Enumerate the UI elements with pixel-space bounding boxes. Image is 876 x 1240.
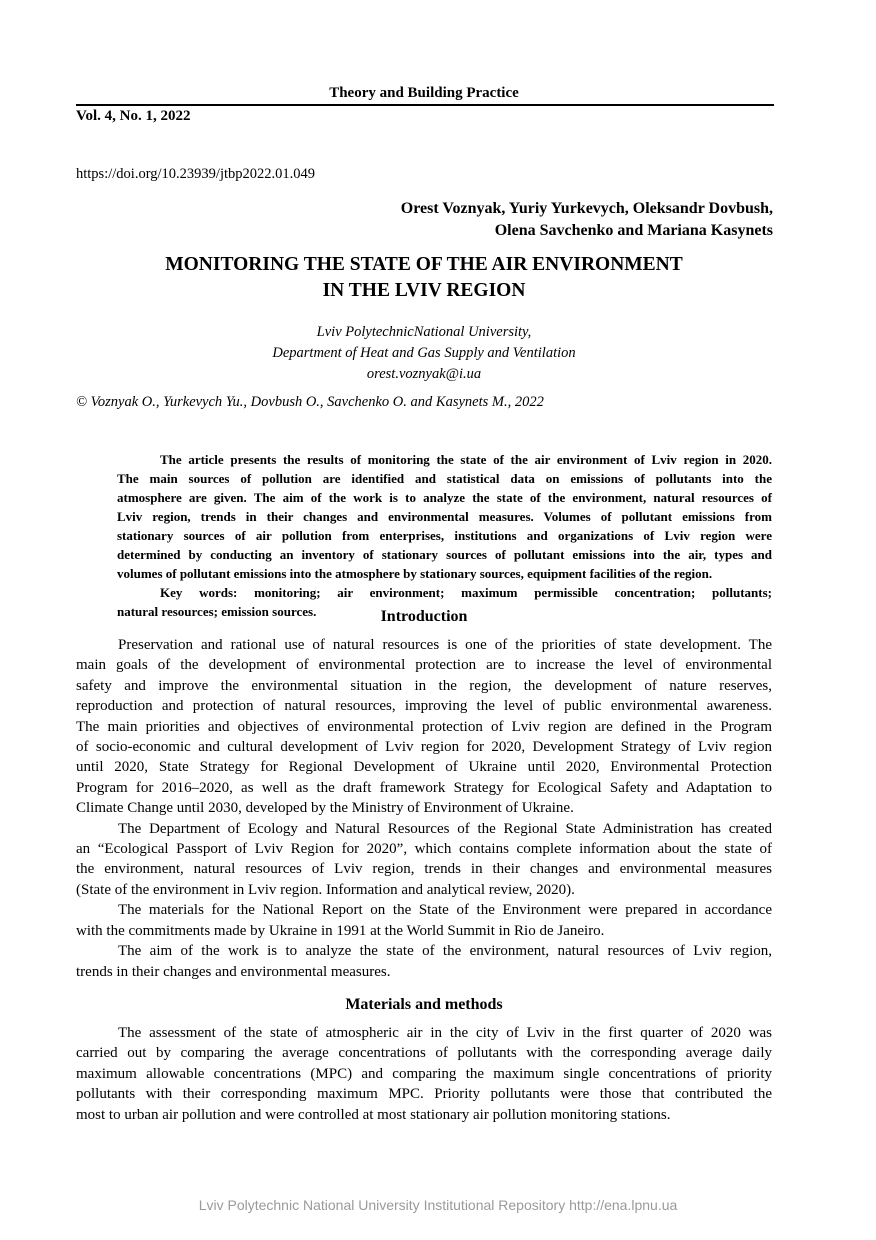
authors-line: Olena Savchenko and Mariana Kasynets <box>494 222 773 239</box>
authors-line: Orest Voznyak, Yuriy Yurkevych, Oleksandr Dovbush, <box>400 200 773 217</box>
authors <box>401 198 773 242</box>
text-line: The assessment of the state of atmospheric air in the city of Lviv in the first quarter of 2020 was <box>118 1025 772 1041</box>
title-line: IN THE LVIV REGION <box>322 280 526 301</box>
text-line: Lviv region, trends in their changes and environmental measures. Volumes of pollutant emissions from <box>117 509 772 524</box>
paragraph <box>76 635 772 819</box>
text-line: volumes of pollutant emissions into the atmosphere by stationary sources, equipment facilities of the region. <box>117 566 713 581</box>
repository-footer: Lviv Polytechnic National University Institutional Repository http://ena.lpnu.ua <box>198 1197 678 1213</box>
text-line: natural resources; emission sources. <box>117 604 317 619</box>
methods-body <box>76 1023 772 1125</box>
methods-heading: Materials and methods <box>345 996 503 1013</box>
paragraph <box>76 900 772 941</box>
text-line: safety and improve the environmental situation in the region, the development of nature reserves, <box>76 677 772 694</box>
text-line: pollutants with their corresponding maximum MPC. Priority pollutants were those that contributed the <box>76 1086 772 1103</box>
text-line: carried out by comparing the average concentrations of pollutants with the corresponding average daily <box>76 1045 772 1062</box>
paragraph <box>76 819 772 901</box>
title-line: MONITORING THE STATE OF THE AIR ENVIRONMENT <box>165 254 683 275</box>
text-line: Climate Change until 2030, developed by the Ministry of Environment of Ukraine. <box>76 800 574 817</box>
volume-info: Vol. 4, No. 1, 2022 <box>76 108 191 124</box>
introduction-heading: Introduction <box>380 608 468 625</box>
affiliation <box>76 322 772 385</box>
text-line: The article presents the results of monitoring the state of the air environment of Lviv region in 2020. <box>160 452 772 467</box>
text-line: The materials for the National Report on the State of the Environment were prepared in accordance <box>118 902 772 919</box>
text-line: until 2020, State Strategy for Regional Development of Ukraine until 2020, Environmental Protection <box>76 759 772 776</box>
paper-title <box>76 252 772 304</box>
text-line: most to urban air pollution and were controlled at most stationary air pollution monitoring stations. <box>76 1106 671 1123</box>
affiliation-university: Lviv PolytechnicNational University, <box>316 324 532 340</box>
text-line: stationary sources of air pollution from enterprises, institutions and organizations of Lviv region were <box>117 528 772 543</box>
text-line: The main priorities and objectives of environmental protection of Lviv region are defined in the Program <box>76 718 772 735</box>
paragraph <box>76 1023 772 1125</box>
paragraph <box>76 941 772 982</box>
affiliation-department: Department of Heat and Gas Supply and Ventilation <box>272 345 576 361</box>
header-rule <box>76 104 774 106</box>
text-line: (State of the environment in Lviv region. Information and analytical review, 2020). <box>76 881 575 898</box>
text-line: The main sources of pollution are identified and statistical data on emissions of pollutants into the <box>117 471 772 486</box>
doi-link[interactable]: https://doi.org/10.23939/jtbp2022.01.049 <box>76 166 315 182</box>
text-line: main goals of the development of environmental protection are to increase the level of environmental <box>76 657 772 674</box>
text-line: an “Ecological Passport of Lviv Region for 2020”, which contains complete information about the state of <box>76 841 772 858</box>
text-line: Key words: monitoring; air environment; maximum permissible concentration; pollutants; <box>160 585 772 600</box>
text-line: of socio-economic and cultural development of Lviv region for 2020, Development Strategy of Lviv region <box>76 739 772 756</box>
text-line: The aim of the work is to analyze the state of the environment, natural resources of Lviv region, <box>118 943 772 960</box>
text-line: The Department of Ecology and Natural Resources of the Regional State Administration has created <box>118 820 772 837</box>
author-email[interactable]: orest.voznyak@i.ua <box>366 366 482 382</box>
text-line: atmosphere are given. The aim of the work is to analyze the state of the environment, natural resources of <box>117 490 772 505</box>
text-line: trends in their changes and environmental measures. <box>76 963 391 980</box>
journal-name: Theory and Building Practice <box>329 85 519 101</box>
text-line: with the commitments made by Ukraine in 1991 at the World Summit in Rio de Janeiro. <box>76 922 605 939</box>
copyright: © Voznyak O., Yurkevych Yu., Dovbush O., Savchenko O. and Kasynets M., 2022 <box>76 394 544 410</box>
introduction-body <box>76 635 772 982</box>
text-line: the environment, natural resources of Lviv region, trends in their changes and environmental measures <box>76 861 772 878</box>
abstract <box>117 450 772 621</box>
text-line: Preservation and rational use of natural resources is one of the priorities of state development. The <box>118 637 772 653</box>
text-line: determined by conducting an inventory of stationary sources of pollutant emissions into the air, types and <box>117 547 772 562</box>
text-line: reproduction and protection of natural resources, improving the level of public environmental awareness. <box>76 698 772 715</box>
text-line: maximum allowable concentrations (MPC) and comparing the maximum single concentrations of priority <box>76 1065 772 1082</box>
text-line: Program for 2016–2020, as well as the draft framework Strategy for Ecological Safety and Adaptation to <box>76 779 772 796</box>
